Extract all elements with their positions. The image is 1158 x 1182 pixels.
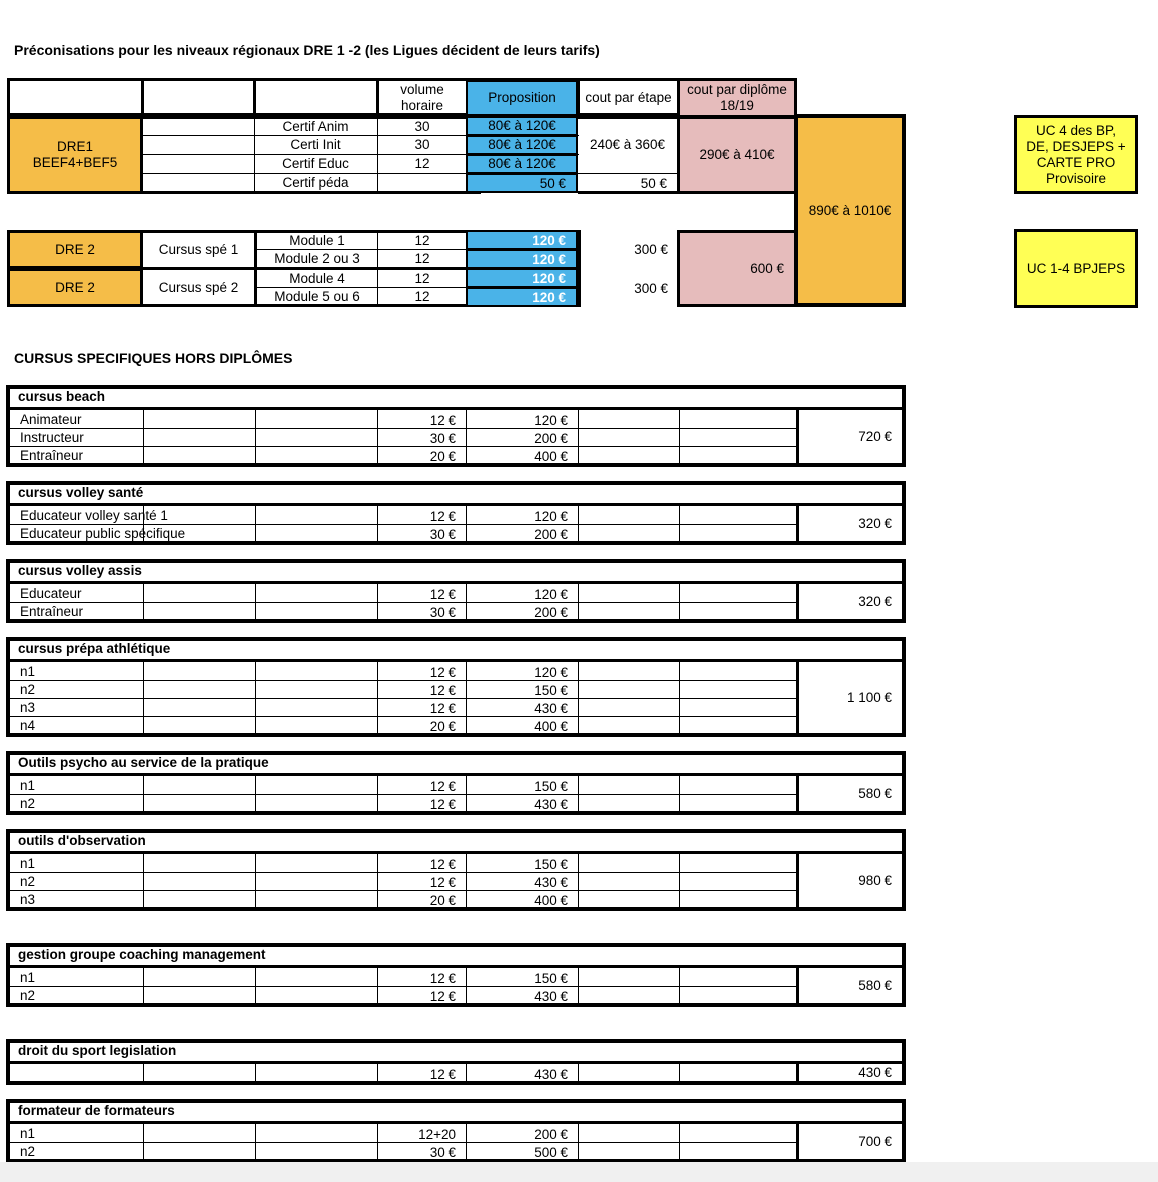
header-proposition: Proposition	[466, 80, 578, 116]
cursus-row-price: 150 €	[534, 682, 568, 698]
cursus-title: droit du sport legislation	[18, 1043, 177, 1058]
dre2-cout-diplome: 600 €	[677, 230, 797, 307]
dre1-proposition: 50 €	[466, 173, 578, 193]
cursus-title: cursus beach	[18, 389, 106, 404]
cursus-total: 1 100 €	[846, 690, 892, 705]
cursus-row-name: n1	[20, 664, 36, 679]
cursus-row-price: 150 €	[534, 856, 568, 872]
cursus-row-price: 200 €	[534, 526, 568, 542]
cursus-row-name: n1	[20, 778, 36, 793]
cursus-row-name: Entraîneur	[20, 604, 84, 619]
cursus-row-price: 150 €	[534, 970, 568, 986]
dre1-cout-etape-peda: 50 €	[640, 175, 667, 191]
cursus-row-unit: 12+20	[418, 1126, 456, 1142]
dre-total: 890€ à 1010€	[794, 114, 906, 307]
dre2-proposition: 120 €	[466, 287, 578, 307]
cursus-total: 320 €	[858, 594, 892, 609]
cursus-row-unit: 12 €	[429, 874, 456, 890]
dre2-module: Module 5 ou 6	[274, 288, 360, 304]
dre2-cout-etape: 300 €	[634, 280, 668, 296]
dre2-module: Module 4	[289, 270, 345, 286]
page-footer-band	[0, 1162, 1158, 1182]
dre1-row-name: Certif Anim	[282, 118, 349, 134]
cursus-row-unit: 12 €	[429, 682, 456, 698]
cursus-row-price: 150 €	[534, 778, 568, 794]
cursus-row-name: n2	[20, 874, 36, 889]
cursus-row-unit: 12 €	[429, 988, 456, 1004]
cursus-row-price: 430 €	[534, 700, 568, 716]
cursus-row-price: 120 €	[534, 412, 568, 428]
cursus-row-price: 400 €	[534, 448, 568, 464]
cursus-row-name: n4	[20, 718, 36, 733]
dre2-module: Module 2 ou 3	[274, 250, 360, 266]
dre1-proposition: 80€ à 120€	[466, 116, 578, 136]
cursus-title: formateur de formateurs	[18, 1103, 175, 1118]
cursus-row-price: 500 €	[534, 1144, 568, 1160]
cursus-row-price: 430 €	[534, 988, 568, 1004]
dre1-proposition: 80€ à 120€	[466, 135, 578, 155]
cursus-row-name: n1	[20, 1126, 36, 1141]
cursus-row-name: n1	[20, 856, 36, 871]
dre2-cout-etape: 300 €	[634, 241, 668, 257]
cursus-row-price: 400 €	[534, 718, 568, 734]
dre2-module: Module 1	[289, 232, 345, 248]
section-title: CURSUS SPECIFIQUES HORS DIPLÔMES	[14, 350, 293, 366]
dre2-volume: 12	[414, 232, 430, 248]
cursus-row-unit: 12 €	[429, 664, 456, 680]
cursus-row-unit: 20 €	[429, 892, 456, 908]
cursus-row-price: 120 €	[534, 664, 568, 680]
cursus-title: Outils psycho au service de la pratique	[18, 755, 269, 770]
dre2-volume: 12	[414, 250, 430, 266]
uc-box-bpjeps: UC 1-4 BPJEPS	[1014, 229, 1138, 308]
cursus-row-name: Educateur public spécifique	[20, 526, 186, 541]
dre1-label-text: DRE1 BEEF4+BEF5	[32, 139, 118, 170]
cursus-total: 720 €	[858, 429, 892, 444]
dre2-proposition: 120 €	[466, 268, 578, 288]
cursus-total: 980 €	[858, 873, 892, 888]
cursus-row-name: n3	[20, 892, 36, 907]
dre1-row-name: Certi Init	[290, 137, 341, 152]
cursus-row-name: n2	[20, 1144, 36, 1159]
cursus-title: cursus prépa athlétique	[18, 641, 171, 656]
header-volume: volume horaire	[400, 82, 444, 113]
cursus-row-unit: 12 €	[429, 856, 456, 872]
cursus-title: cursus volley santé	[18, 485, 144, 500]
uc-box-bp-de-desjeps: UC 4 des BP, DE, DESJEPS + CARTE PRO Provisoire	[1014, 115, 1138, 194]
cursus-row-price: 430 €	[534, 1066, 568, 1082]
cursus-row-name: Entraîneur	[20, 448, 84, 463]
cursus-row-unit: 12 €	[429, 1066, 456, 1082]
header-cout-diplome: cout par diplôme 18/19	[680, 81, 794, 115]
cursus-total: 700 €	[858, 1134, 892, 1149]
cursus-row-price: 400 €	[534, 892, 568, 908]
cursus-row-price: 430 €	[534, 874, 568, 890]
cursus-row-unit: 30 €	[429, 430, 456, 446]
cursus-row-price: 200 €	[534, 1126, 568, 1142]
cursus-row-unit: 20 €	[429, 718, 456, 734]
cursus-row-name: Instructeur	[20, 430, 84, 445]
cursus-row-name: Educateur	[20, 586, 82, 601]
dre1-cout-etape: 240€ à 360€	[589, 137, 666, 152]
dre2-volume: 12	[414, 288, 430, 304]
dre1-row-volume: 30	[414, 118, 430, 134]
cursus-row-unit: 30 €	[429, 526, 456, 542]
dre1-row-volume	[378, 174, 466, 192]
cursus-row-unit: 30 €	[429, 1144, 456, 1160]
cursus-row-unit: 12 €	[429, 700, 456, 716]
dre2-cursus: Cursus spé 1	[158, 241, 239, 257]
cursus-row-name: Educateur volley santé 1	[20, 508, 168, 523]
cursus-row-name: n2	[20, 988, 36, 1003]
cursus-total: 580 €	[858, 786, 892, 801]
cursus-row-name: n2	[20, 682, 36, 697]
page-title: Préconisations pour les niveaux régionaux DRE 1 -2 (les Ligues décident de leurs tarifs)	[14, 42, 600, 58]
cursus-row-unit: 12 €	[429, 412, 456, 428]
cursus-row-unit: 12 €	[429, 796, 456, 812]
dre1-cout-diplome: 290€ à 410€	[677, 116, 797, 194]
cursus-row-unit: 12 €	[429, 508, 456, 524]
dre2-proposition: 120 €	[466, 230, 578, 250]
dre1-row-volume: 30	[414, 137, 430, 152]
dre2-proposition: 120 €	[466, 249, 578, 269]
cursus-total: 320 €	[858, 516, 892, 531]
cursus-row-price: 120 €	[534, 508, 568, 524]
cursus-row-name: n2	[20, 796, 36, 811]
cursus-row-name: n3	[20, 700, 36, 715]
dre2-cursus: Cursus spé 2	[158, 279, 239, 295]
dre1-row-volume: 12	[414, 156, 430, 171]
dre2-label: DRE 2	[7, 268, 143, 307]
cursus-row-name: n1	[20, 970, 36, 985]
cursus-row-unit: 12 €	[429, 586, 456, 602]
cursus-title: cursus volley assis	[18, 563, 142, 578]
cursus-row-price: 120 €	[534, 586, 568, 602]
cursus-row-price: 200 €	[534, 430, 568, 446]
cursus-title: gestion groupe coaching management	[18, 947, 266, 962]
dre1-row-name: Certif péda	[282, 175, 349, 190]
dre2-label: DRE 2	[7, 230, 143, 269]
cursus-total: 430 €	[858, 1065, 892, 1080]
cursus-row-price: 200 €	[534, 604, 568, 620]
cursus-total: 580 €	[858, 978, 892, 993]
cursus-row-unit: 30 €	[429, 604, 456, 620]
header-cout-etape: cout par étape	[585, 90, 672, 105]
cursus-title: outils d'observation	[18, 833, 146, 848]
cursus-row-unit: 20 €	[429, 448, 456, 464]
cursus-row-unit: 12 €	[429, 970, 456, 986]
cursus-row-unit: 12 €	[429, 778, 456, 794]
cursus-row-price: 430 €	[534, 796, 568, 812]
dre1-proposition: 80€ à 120€	[466, 154, 578, 174]
dre2-volume: 12	[414, 270, 430, 286]
dre1-row-name: Certif Educ	[282, 156, 349, 171]
cursus-row-name: Animateur	[20, 412, 82, 427]
dre1-label	[7, 116, 143, 194]
